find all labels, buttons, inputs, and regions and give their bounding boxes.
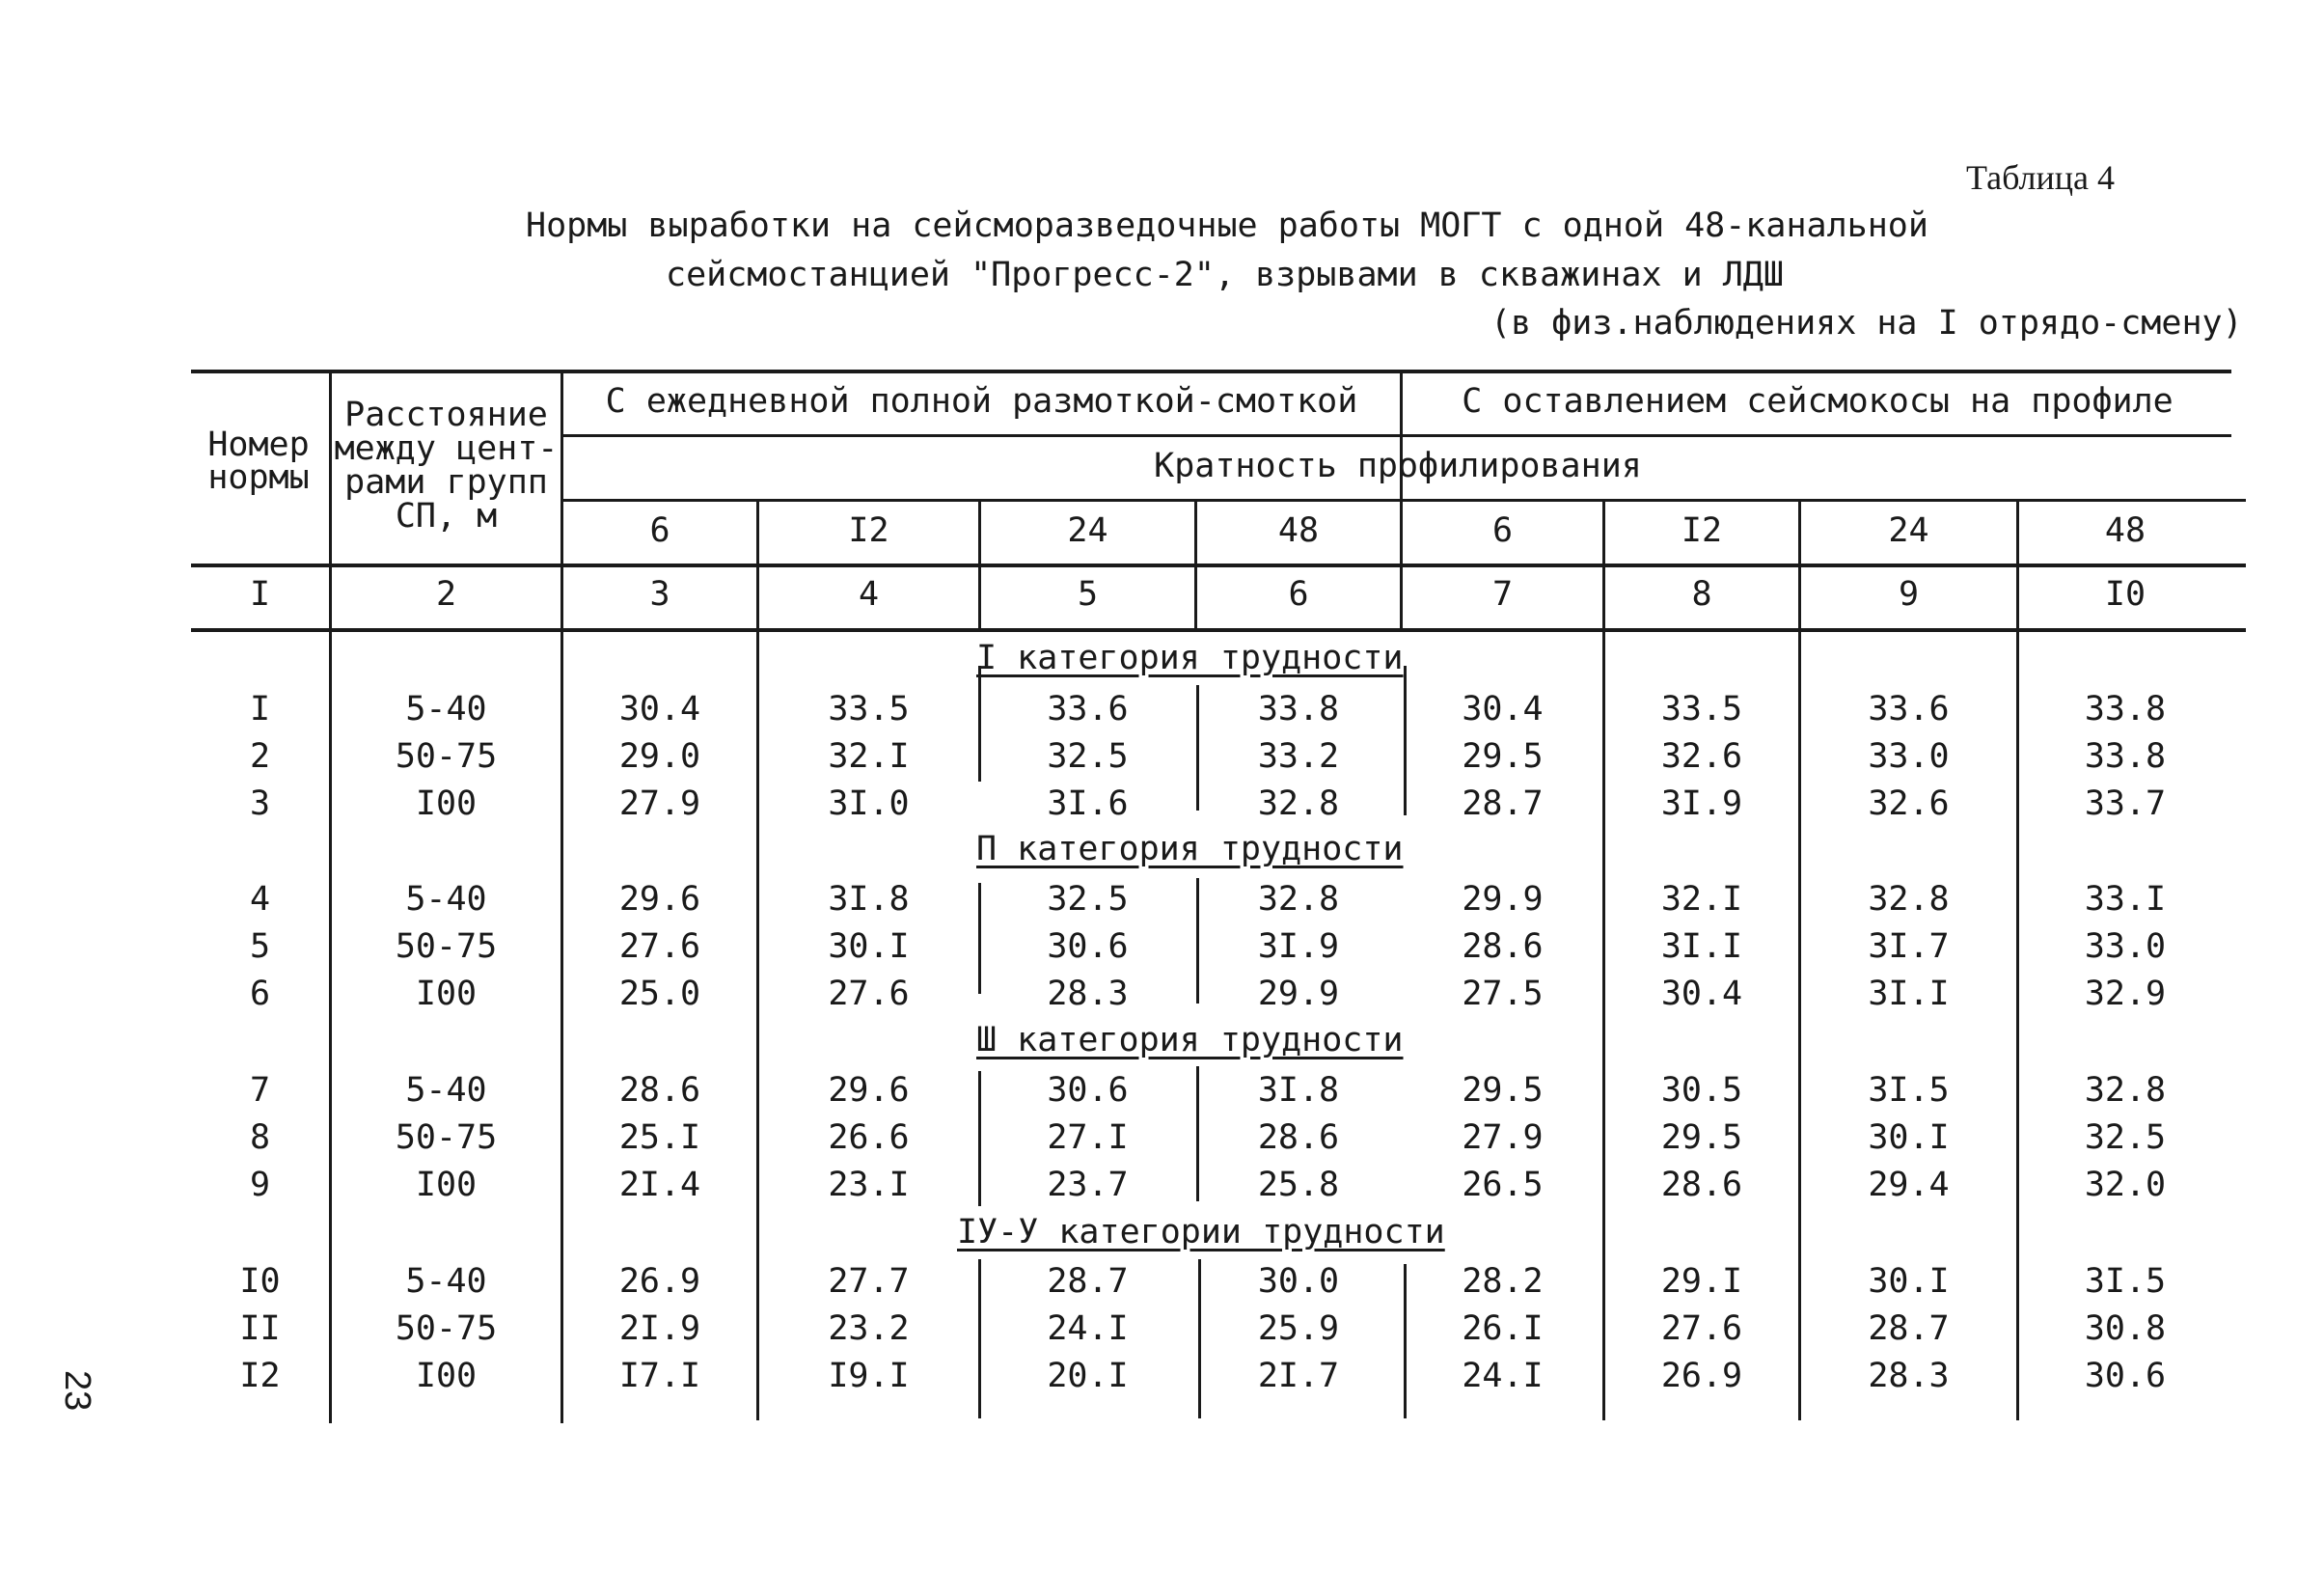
value-cell: 3I.0 bbox=[828, 784, 910, 823]
category-heading-4: IУ-У категории трудности bbox=[957, 1213, 1445, 1251]
value-cell: 29.5 bbox=[1660, 1118, 1743, 1157]
value-cell: 30.5 bbox=[1660, 1071, 1743, 1110]
value-cell: 3I.9 bbox=[1660, 784, 1743, 823]
value-cell: 33.8 bbox=[2084, 690, 2167, 729]
header-col1-line-1: Номер bbox=[207, 426, 310, 464]
value-cell: 30.I bbox=[1868, 1118, 1950, 1157]
column-number: I0 bbox=[2104, 575, 2146, 614]
value-cell: 33.8 bbox=[2084, 737, 2167, 776]
value-cell: 27.I bbox=[1047, 1118, 1129, 1157]
column-number: 6 bbox=[1288, 575, 1309, 614]
value-cell: 33.8 bbox=[1257, 690, 1340, 729]
header-col2-line-3: рами групп bbox=[344, 463, 548, 502]
column-number: 9 bbox=[1898, 575, 1920, 614]
sub-header: 48 bbox=[2104, 511, 2146, 550]
rule-numbers bbox=[191, 628, 2246, 632]
value-cell: 3I.I bbox=[1660, 927, 1743, 966]
value-cell: 30.0 bbox=[1257, 1262, 1340, 1301]
value-cell: 30.8 bbox=[2084, 1309, 2167, 1348]
value-cell: 30.6 bbox=[1047, 1071, 1129, 1110]
value-cell: 3I.8 bbox=[1257, 1071, 1340, 1110]
header-col1 bbox=[191, 426, 326, 497]
value-cell: 32.0 bbox=[2084, 1166, 2167, 1204]
value-cell: 2I.7 bbox=[1257, 1357, 1340, 1395]
value-cell: 25.I bbox=[618, 1118, 701, 1157]
column-number: 5 bbox=[1077, 575, 1099, 614]
value-cell: 28.6 bbox=[1257, 1118, 1340, 1157]
value-cell: 27.9 bbox=[1462, 1118, 1544, 1157]
value-cell: 25.9 bbox=[1257, 1309, 1340, 1348]
distance-cell: 5-40 bbox=[405, 1262, 487, 1301]
header-col2-line-1: Расстояние bbox=[344, 396, 548, 434]
header-group-leave-cable: С оставлением сейсмокосы на профиле bbox=[1462, 382, 2174, 421]
sub-header: I2 bbox=[1681, 511, 1723, 550]
value-cell: I9.I bbox=[828, 1357, 910, 1395]
value-cell: 3I.7 bbox=[1868, 927, 1950, 966]
value-cell: 3I.8 bbox=[828, 880, 910, 919]
category-heading-1: I категория трудности bbox=[976, 639, 1404, 677]
distance-cell: 50-75 bbox=[395, 927, 498, 966]
distance-cell: 50-75 bbox=[395, 1309, 498, 1348]
value-cell: 28.7 bbox=[1462, 784, 1544, 823]
value-cell: 29.5 bbox=[1462, 737, 1544, 776]
value-cell: 29.6 bbox=[828, 1071, 910, 1110]
distance-cell: I00 bbox=[415, 1166, 478, 1204]
value-cell: 32.6 bbox=[1660, 737, 1743, 776]
value-cell: 26.5 bbox=[1462, 1166, 1544, 1204]
value-cell: 32.I bbox=[828, 737, 910, 776]
value-cell: 2I.4 bbox=[618, 1166, 701, 1204]
value-cell: 30.6 bbox=[1047, 927, 1129, 966]
value-cell: 30.4 bbox=[1660, 975, 1743, 1013]
distance-cell: 5-40 bbox=[405, 880, 487, 919]
value-cell: 29.4 bbox=[1868, 1166, 1950, 1204]
value-cell: 30.I bbox=[1868, 1262, 1950, 1301]
column-number: 3 bbox=[649, 575, 670, 614]
norm-number-cell: 6 bbox=[249, 975, 271, 1013]
value-cell: 26.9 bbox=[1660, 1357, 1743, 1395]
rule-multiplicity bbox=[562, 499, 2246, 502]
value-cell: 25.8 bbox=[1257, 1166, 1340, 1204]
header-col2-line-4: СП, м bbox=[395, 497, 498, 536]
value-cell: 30.4 bbox=[1462, 690, 1544, 729]
value-cell: 26.9 bbox=[618, 1262, 701, 1301]
value-cell: 32.8 bbox=[1257, 880, 1340, 919]
column-number: I bbox=[249, 575, 271, 614]
value-cell: 28.6 bbox=[1462, 927, 1544, 966]
norm-number-cell: 5 bbox=[249, 927, 271, 966]
value-cell: 25.0 bbox=[618, 975, 701, 1013]
value-cell: 27.6 bbox=[618, 927, 701, 966]
norm-number-cell: 8 bbox=[249, 1118, 271, 1157]
norm-number-cell: II bbox=[239, 1309, 281, 1348]
value-cell: 3I.5 bbox=[1868, 1071, 1950, 1110]
value-cell: 32.5 bbox=[2084, 1118, 2167, 1157]
column-number: 8 bbox=[1691, 575, 1712, 614]
value-cell: 32.5 bbox=[1047, 737, 1129, 776]
table-label: Таблица 4 bbox=[1966, 158, 2115, 197]
distance-cell: 5-40 bbox=[405, 690, 487, 729]
norm-number-cell: 3 bbox=[249, 784, 271, 823]
value-cell: 23.7 bbox=[1047, 1166, 1129, 1204]
value-cell: 23.2 bbox=[828, 1309, 910, 1348]
distance-cell: I00 bbox=[415, 975, 478, 1013]
value-cell: 29.9 bbox=[1257, 975, 1340, 1013]
header-col2 bbox=[332, 396, 560, 536]
value-cell: 28.3 bbox=[1047, 975, 1129, 1013]
value-cell: 24.I bbox=[1047, 1309, 1129, 1348]
value-cell: 28.3 bbox=[1868, 1357, 1950, 1395]
value-cell: 32.9 bbox=[2084, 975, 2167, 1013]
value-cell: 28.7 bbox=[1868, 1309, 1950, 1348]
value-cell: 33.7 bbox=[2084, 784, 2167, 823]
norm-number-cell: 9 bbox=[249, 1166, 271, 1204]
value-cell: 33.6 bbox=[1047, 690, 1129, 729]
value-cell: 33.5 bbox=[828, 690, 910, 729]
header-col1-line-2: нормы bbox=[207, 458, 310, 497]
norm-number-cell: 4 bbox=[249, 880, 271, 919]
value-cell: 33.2 bbox=[1257, 737, 1340, 776]
table-title-unit: (в физ.наблюдениях на I отрядо-смену) bbox=[1490, 304, 2243, 343]
category-heading-3: Ш категория трудности bbox=[976, 1021, 1404, 1059]
value-cell: 28.6 bbox=[618, 1071, 701, 1110]
value-cell: 29.9 bbox=[1462, 880, 1544, 919]
rule-subheader bbox=[191, 564, 2246, 567]
value-cell: 27.5 bbox=[1462, 975, 1544, 1013]
table-title-line-1: Нормы выработки на сейсморазведочные работы МОГТ с одной 48-канальной bbox=[526, 206, 1928, 245]
value-cell: 29.0 bbox=[618, 737, 701, 776]
rule-groups bbox=[562, 434, 2231, 437]
norm-number-cell: I0 bbox=[239, 1262, 281, 1301]
norm-number-cell: 7 bbox=[249, 1071, 271, 1110]
table-title-line-2: сейсмостанцией "Прогресс-2", взрывами в скважинах и ЛДШ bbox=[666, 256, 1784, 294]
value-cell: 33.0 bbox=[2084, 927, 2167, 966]
value-cell: 3I.9 bbox=[1257, 927, 1340, 966]
distance-cell: 50-75 bbox=[395, 1118, 498, 1157]
value-cell: 3I.I bbox=[1868, 975, 1950, 1013]
value-cell: 3I.5 bbox=[2084, 1262, 2167, 1301]
norm-number-cell: 2 bbox=[249, 737, 271, 776]
sub-header: I2 bbox=[848, 511, 889, 550]
sub-header: 6 bbox=[649, 511, 670, 550]
value-cell: 3I.6 bbox=[1047, 784, 1129, 823]
header-multiplicity: Кратность профилирования bbox=[1154, 447, 1642, 485]
value-cell: 24.I bbox=[1462, 1357, 1544, 1395]
value-cell: 32.5 bbox=[1047, 880, 1129, 919]
value-cell: 33.5 bbox=[1660, 690, 1743, 729]
column-number: 2 bbox=[435, 575, 457, 614]
value-cell: 20.I bbox=[1047, 1357, 1129, 1395]
value-cell: 27.7 bbox=[828, 1262, 910, 1301]
value-cell: 30.6 bbox=[2084, 1357, 2167, 1395]
value-cell: 28.6 bbox=[1660, 1166, 1743, 1204]
value-cell: 29.6 bbox=[618, 880, 701, 919]
value-cell: 32.6 bbox=[1868, 784, 1950, 823]
distance-cell: I00 bbox=[415, 1357, 478, 1395]
value-cell: 32.8 bbox=[2084, 1071, 2167, 1110]
sub-header: 6 bbox=[1491, 511, 1514, 550]
value-cell: I7.I bbox=[618, 1357, 701, 1395]
value-cell: 26.6 bbox=[828, 1118, 910, 1157]
value-cell: 26.I bbox=[1462, 1309, 1544, 1348]
header-group-daily: С ежедневной полной размоткой-смоткой bbox=[605, 382, 1358, 421]
value-cell: 32.I bbox=[1660, 880, 1743, 919]
sub-header: 24 bbox=[1067, 511, 1108, 550]
distance-cell: I00 bbox=[415, 784, 478, 823]
value-cell: 30.I bbox=[828, 927, 910, 966]
value-cell: 30.4 bbox=[618, 690, 701, 729]
sub-header: 48 bbox=[1277, 511, 1320, 550]
value-cell: 27.6 bbox=[1660, 1309, 1743, 1348]
value-cell: 28.7 bbox=[1047, 1262, 1129, 1301]
value-cell: 27.9 bbox=[618, 784, 701, 823]
value-cell: 2I.9 bbox=[618, 1309, 701, 1348]
rule-top bbox=[191, 370, 2231, 373]
value-cell: 32.8 bbox=[1257, 784, 1340, 823]
norm-number-cell: I2 bbox=[239, 1357, 281, 1395]
norm-number-cell: I bbox=[249, 690, 271, 729]
value-cell: 33.0 bbox=[1868, 737, 1950, 776]
column-number: 7 bbox=[1491, 575, 1514, 614]
value-cell: 29.5 bbox=[1462, 1071, 1544, 1110]
category-heading-2: П категория трудности bbox=[976, 830, 1404, 868]
value-cell: 32.8 bbox=[1868, 880, 1950, 919]
value-cell: 29.I bbox=[1660, 1262, 1743, 1301]
sub-header: 24 bbox=[1888, 511, 1929, 550]
value-cell: 33.6 bbox=[1868, 690, 1950, 729]
column-number: 4 bbox=[858, 575, 880, 614]
distance-cell: 50-75 bbox=[395, 737, 498, 776]
value-cell: 33.I bbox=[2084, 880, 2167, 919]
value-cell: 23.I bbox=[828, 1166, 910, 1204]
distance-cell: 5-40 bbox=[405, 1071, 487, 1110]
value-cell: 28.2 bbox=[1462, 1262, 1544, 1301]
value-cell: 27.6 bbox=[828, 975, 910, 1013]
header-col2-line-2: между цент- bbox=[334, 429, 559, 468]
page-number: 23 bbox=[57, 1370, 97, 1412]
